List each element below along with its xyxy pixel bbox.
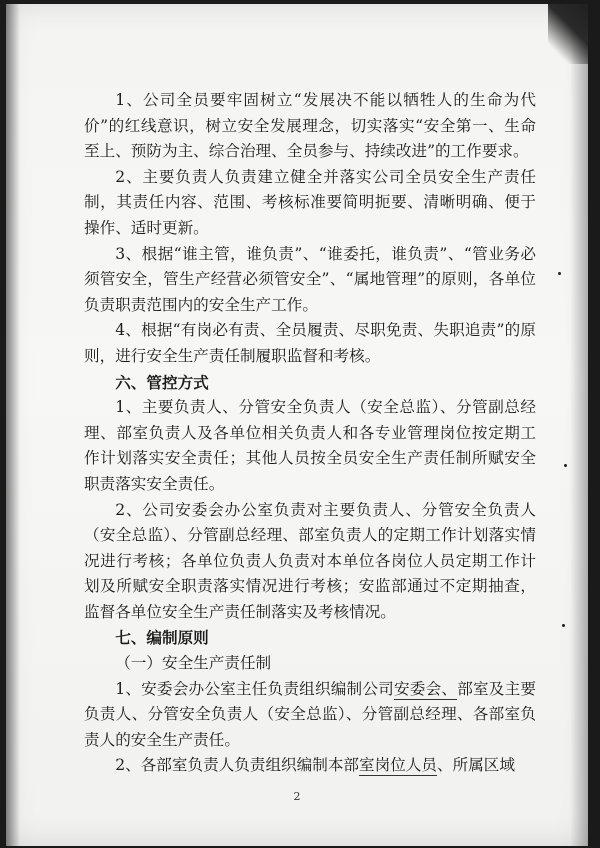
paragraph-compile-2: [84, 753, 536, 779]
paragraph-compile-2-text-b: 、所属区域: [437, 756, 515, 775]
paragraph-compile-1: [84, 677, 536, 754]
document-page: [6, 4, 588, 846]
paragraph-control-2: 2、公司安委会办公室负责对主要负责人、分管安全负责人（安全总监）、分管副总经理、部室负责人的定期工作计划落实情况进行考核；各单位负责人负责对本单位各岗位人员定期工作计划及所赋安全职责落实情况进行考核；安监部通过不定期抽查，监督各单位安全生产责任制落实及考核情况。: [84, 500, 536, 621]
paragraph-compile-1-text-a: 1、安委会办公室主任负责组织编制公司: [115, 679, 394, 698]
scan-shadow-right: [570, 4, 588, 846]
section-heading-control-methods: 六、管控方式: [115, 372, 209, 392]
scan-shadow-left: [6, 4, 20, 846]
section-heading-compilation-principles: 七、编制原则: [115, 628, 209, 648]
paragraph-control-1: 1、主要负责人、分管安全负责人（安全总监）、分管副总经理、部室负责人及各单位相关负责人和各专业管理岗位按定期工作计划落实安全责任；其他人员按全员安全生产责任制所赋安全职责落实安全责任。: [84, 398, 536, 493]
handwritten-underline-mark: 室岗位人员: [359, 756, 437, 775]
scan-speck: [564, 464, 567, 467]
subsection-heading-responsibility-system: （一）安全生产责任制: [115, 654, 272, 673]
document-body: [84, 88, 536, 779]
paragraph-compile-1-text-b: 部室及主要负责人、分管安全负责人（安全总监）、分管副总经理、各部室负责人的安全生产责任。: [84, 679, 536, 749]
scan-speck: [558, 272, 561, 275]
paragraph-compile-2-text-a: 2、各部室负责人负责组织编制本部: [115, 756, 360, 775]
scan-speck: [562, 624, 565, 627]
paragraph-principle-2: 2、主要负责人负责建立健全并落实公司全员安全生产责任制，其责任内容、范围、考核标准要简明扼要、清晰明确、便于操作、适时更新。: [84, 167, 536, 237]
paragraph-principle-4: 4、根据“有岗必有责、全员履责、尽职免责、失职追责”的原则，进行安全生产责任制履职监督和考核。: [84, 321, 536, 365]
scan-corner-shadow: [548, 4, 588, 64]
handwritten-underline-mark: 安委会、: [393, 679, 458, 698]
paragraph-principle-1: 1、公司全员要牢固树立“发展决不能以牺牲人的生命为代价”的红线意识，树立安全发展理念，切实落实“安全第一、生命至上、预防为主、综合治理、全员参与、持续改进”的工作要求。: [84, 91, 536, 161]
paragraph-principle-3: 3、根据“谁主管，谁负责”、“谁委托，谁负责”、“管业务必须管安全，管生产经营必须管安全”、“属地管理”的原则，各单位负责职责范围内的安全生产工作。: [84, 244, 536, 314]
page-number: 2: [293, 790, 301, 803]
